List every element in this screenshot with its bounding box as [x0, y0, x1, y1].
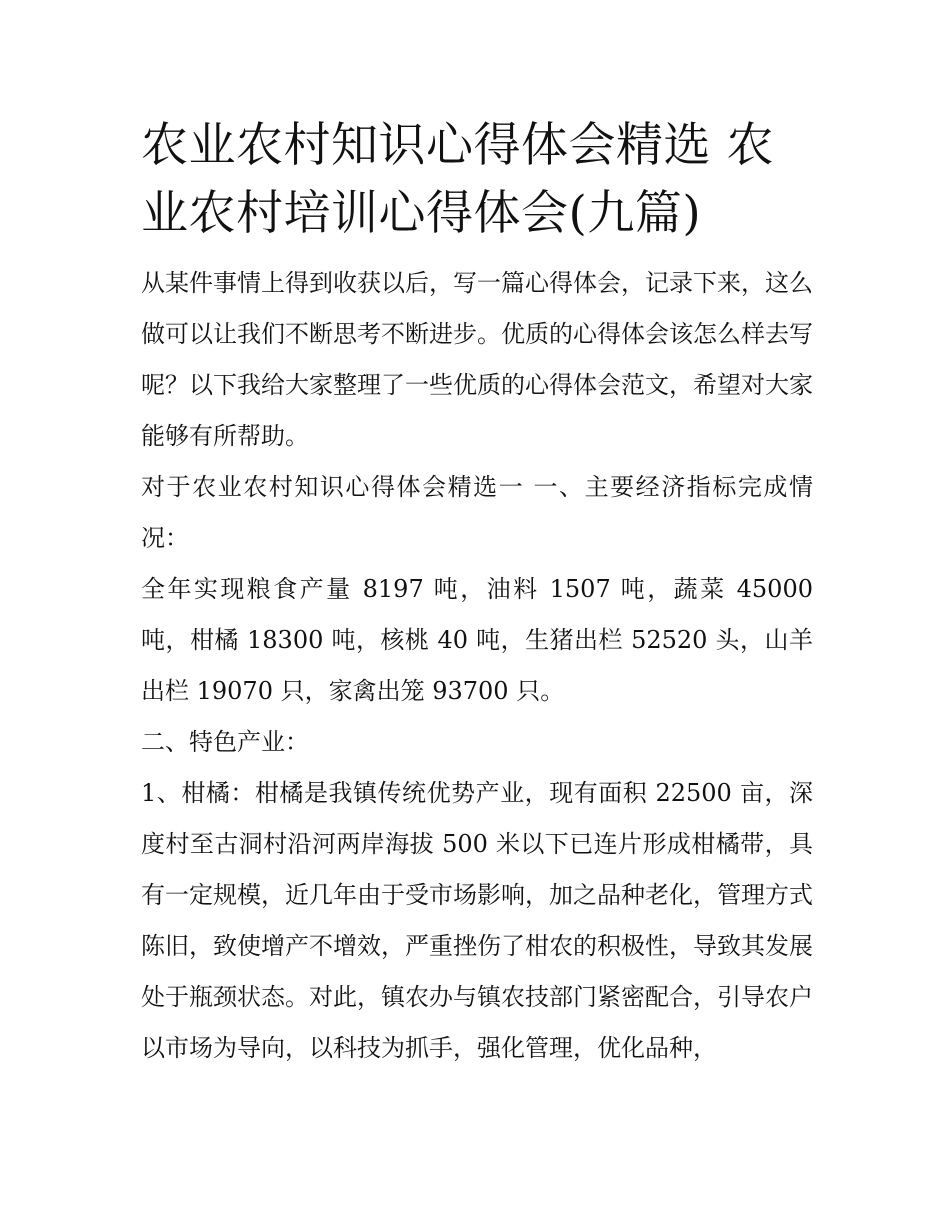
- document-title: 农业农村知识心得体会精选 农业农村培训心得体会(九篇): [141, 118, 774, 241]
- paragraph-section-two: 二、特色产业：: [141, 728, 309, 756]
- document-page: [141, 112, 813, 1074]
- paragraph-intro: 从某件事情上得到收获以后，写一篇心得体会，记录下来，这么做可以让我们不断思考不断进步。优质的心得体会该怎么样去写呢？以下我给大家整理了一些优质的心得体会范文，希望对大家能够有所帮助。: [141, 269, 813, 450]
- paragraph-section-one: 对于农业农村知识心得体会精选一 一、主要经济指标完成情况：: [141, 473, 813, 552]
- paragraph-citrus: 1、柑橘：柑橘是我镇传统优势产业，现有面积 22500 亩，深度村至古洞村沿河两岸海拔 500 米以下已连片形成柑橘带，具有一定规模，近几年由于受市场影响，加之品种老化，管理方式陈旧，致使增产不增效，严重挫伤了柑农的积极性，导致其发展处于瓶颈状态。对此，镇农办与镇农技部门紧密配合，引导农户以市场为导向，以科技为抓手，强化管理，优化品种，: [141, 779, 813, 1062]
- paragraph-output-figures: 全年实现粮食产量 8197 吨，油料 1507 吨，蔬菜 45000 吨，柑橘 18300 吨，核桃 40 吨，生猪出栏 52520 头，山羊出栏 19070 只，家禽出笼 93700 只。: [141, 575, 813, 705]
